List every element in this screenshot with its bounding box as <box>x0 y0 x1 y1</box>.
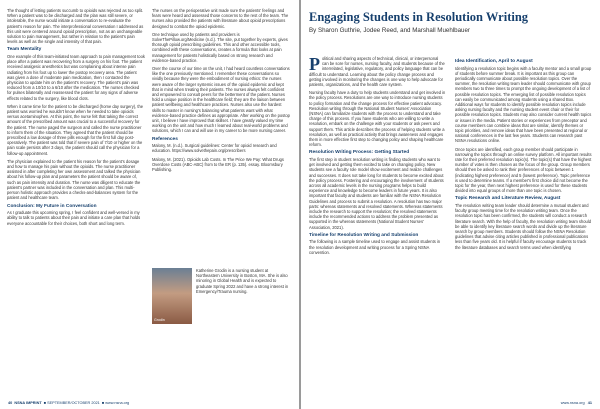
issue-date: SEPTEMBER/OCTOBER 2021 <box>47 401 100 405</box>
article-title: Engaging Students in Resolution Writing <box>309 10 529 24</box>
body-paragraph: Malony, M. (2021). Opioids Lab Costs. In The Price We Pay: What Drugs Overdose Costs (ABC-ABC) from to the ER (p. 135). essay. Bloomsbury Publishing. <box>152 156 284 173</box>
left-footer: 40 NSNA IMPRINT ■ SEPTEMBER/OCTOBER 2021 ■ www.nsna.org <box>8 401 130 405</box>
section-heading: References <box>152 136 178 142</box>
body-text: olitical and sharing aspects of technical, clinical, or interpersonal can be sore for nurses, nursing faculty, and students because of the interrelated, legislative, regulatory, and policy language that can be difficult to understand. Learning about the policy change process and getting involved in monitoring the changes is one way to help advocate for patients, organizations, and the health care system. <box>309 56 445 88</box>
body-paragraph: The nurses on the perioperative unit made sure the patients' feelings and fears were heard and assessed those concerns to the rest of the team. The nurses also provided the patients with literature about opioid prescriptions designed to combat the opioid epidemic. <box>152 8 289 29</box>
body-paragraph: The physician explained to the patient his reason for the patient's dosage and how to manage his pain without the opioids. The nurse practitioner assisted in after completing her own assessment and talked the physician about his follow-up plan and parameters the patient should be aware of, such as pain intensity and duration. The nurse was diligent to educate the patient's partner was included in the conversation and plan. This multi-person holistic approach provides a checks-and-balances system for the patient and healthcare team. <box>7 158 141 201</box>
body-paragraph: When it came time for the patient to be discharged (home day surgery), the patient was worried he wouldn't know when he needed to take opioids versus acetaminophen. At this point, the nurse felt that taking the correct amount of the prescribed amount was crucial to a successful recovery for the patient. The nurse paged the surgeon and called the nurse practitioner to inform them of the situation. They agreed that the patient should be prescribed a low dosage of three pills enough for the first full day post-operatively. The patient was told that if severe pain of 7/10 or higher on the pain scale persists after 3 days, the patient should call the physician for a follow-up appointment. <box>7 103 144 156</box>
body-paragraph: As I graduate this upcoming spring, I feel confident and well-versed in my ability to talk to patients about their pain and initiate a care plan that holds everyone accountable for their choices, both short and long term. <box>7 210 141 226</box>
author-photo <box>152 268 192 324</box>
left-column-1 <box>7 8 145 229</box>
section-heading: Team Mentality <box>7 47 42 53</box>
brand: NSNA IMPRINT <box>14 401 42 405</box>
body-paragraph: Identifying a resolution topic begins with a faculty mentor and a small group of students before summer break. It is important as this group can periodically communicate about possible resolution topics. Over the summer, the resolution writing team leader should communicate with group members two to three times to prompt the ongoing development of a list of possible resolution topics. The emerging list of possible resolution topics can easily be communicated among students using a shared Box. Additional ways for students to identify possible resolution topics include asking nursing faculty and the nursing student event chair or their for possible resolution topics. Students may also consider current health topics or issues in the media. Patient stories or experiences from preceptor and course members can combine ideas that are similar, identify themes or topic priorities, and remove ideas that have been presented at regional or national conferences in the last few years. Students can research past NSNA resolutions online. <box>455 65 592 144</box>
title-block <box>309 10 593 34</box>
author-bio <box>196 268 292 297</box>
photo-caption: Grodin <box>154 318 165 322</box>
section-heading: Idea Identification, April to August <box>455 59 533 64</box>
body-paragraph: The first step in student resolution writing is finding students who want to get involved and getting them excited to take on changing policy. New students see a faculty role model show excitement and realize challenges and successes. It does not take long for students to become excited about the policy process. Fostering and encouraging the involvement of students across all academic levels in the nursing programs helps to build experience and knowledge to become leaders in future years. It is also important that faculty and students are familiar with the NSNA Resolution Guidelines and process to submit a resolution. A resolution has two major parts: whereas statements and resolved statements. Whereas statements include the research to support the resolution; the resolved statements include the recommended actions to address the problem presented as supported in the whereas statements (National Student Nurses' Association, 2021). <box>309 157 444 230</box>
right-column-2 <box>455 56 592 253</box>
drop-cap: P <box>309 54 320 74</box>
author-bio-text: Katherine Grodin is a nursing student at Northeastern University in Boston, MA. She is also minoring in Global Health and is expected to graduate Spring 2022 and have a strong interest in Emergency/Trauma nursing. <box>196 268 289 294</box>
author-box <box>152 268 292 332</box>
section-heading: Conclusion: My Future in Conversation <box>7 203 97 209</box>
site-left: www.nsna.org <box>105 401 130 405</box>
section-heading: Resolution Writing Process: Getting Started <box>309 150 410 156</box>
left-column-2 <box>152 8 290 175</box>
body-paragraph <box>309 56 446 87</box>
body-paragraph: One example of this team-initiated team approach to pain management took place after a patient was recovering from a surgery on his foot. The patient received analgesic anesthetics but was complaining about intense pain radiating from his foot up to lower the postop recovery area. The patient was given a dose of moderate pain medication, then I contacted the physician to update him on the patient's recovery. The patient's pain was reduced from a 10/10 to a 6/10 after the medication. The nurses checked for pulses bilaterally and reassessed the patient for any signs of adverse effects related to the surgery, like blood clots. <box>7 54 145 101</box>
section-heading: Timeline for Resolution Writing and Submission <box>309 232 419 238</box>
page-number-left: 40 <box>8 401 13 405</box>
body-paragraph: Nursing faculty have a duty to help students understand and get involved in the policy process. Resolutions are one way to introduce nursing students to policy formation and the change process for effective patient advocacy. Resolution writing through the National Student Nurses' Association (NSNA) can familiarize students with the process to understand and take charge of this process. If you have students who are willing to write a resolution, embark on the challenge with your students or ask peers and support them. This article describes the process of helping students write a resolution, as well as practical activity that brings awareness and engages them in more effective first step to changing policy and shaping healthcare reform. <box>309 90 446 148</box>
body-paragraph: One technique used by patients and providers is SolveThePillow.org/Medicine (n.d.). The site, put together by experts, gives thorough opioid prescribing guidelines. This and other accessible tools, combined with these conversations, creates a formula that looks at pain management for patients holistically based on strong research and evidence-based practice. <box>152 31 288 63</box>
body-paragraph: The resolution writing team leader should determine a mutual student and faculty group meeting time for the resolution writing team. Once the resolution topic has been confirmed, the students will conduct a research literature search. With the help of faculty, the resolution writing team should be able to identify key literature search words and divide up the literature search by group members. Students should follow the NSNA Resolution guidelines that advise citing articles published in professional publications less than five years old. It is helpful if faculty encourage students to track the literature databases and search terms used when identifying <box>455 203 591 250</box>
left-page <box>0 0 299 409</box>
right-column-1 <box>309 56 446 258</box>
page-number-right: 41 <box>587 401 592 405</box>
body-paragraph: Once topics are identified, each group member should participate in narrowing the topics through an online survey platform. All important results rate for their preferred resolution topic(s). The topic(s) that have the highest number of votes is then chosen as the focus of the group. Group members should then be asked to rank their preferences of topic between 1 (indicating highest preference) and 5 (lowest preference). Topic preference is used to determine teams. If a member's first choice did not become the topic for the year, then next highest preference is used for these students divided into equal groups of more than one topic is chosen. <box>455 146 592 194</box>
body-paragraph: Malony, M. (n.d.). Surgical guidelines: Center for opioid research and education. https://www.solvethepain.org/prescribers <box>152 143 277 154</box>
body-paragraph: The thought of letting patients succumb to opioids was rejected as too split. When a patient was to be discharged and the plan was still severe, or intolerable, the nurse would initiate a conversation to re-evaluate the patient's reason for pain. The interprofessional conversation I addressed as this unit were centered around opioid prescription, not as an unchangeable solution to pain management, but rather in relation to the patient's pain levels as well as the single and intensity of that pain. <box>7 8 144 45</box>
right-page <box>301 0 600 409</box>
section-heading: Topic Research and Literature Review, August <box>455 196 561 202</box>
body-paragraph: The following is a sample timeline used to engage and assist students in the resolution development and writing process for a Spring NSNA convention. <box>309 239 441 255</box>
byline: By Sharon Guthrie, Jodee Reed, and Marshall Muehlbauer <box>309 27 470 34</box>
site-right: www.nsna.org <box>560 401 585 405</box>
right-footer <box>561 401 592 405</box>
body-paragraph: Over the course of our time on the unit, I had heard countless conversations like the one previously mentioned. I remember these conversations so vividly because they were the embodiment of nursing ethics: the nurses were aware of the larger systemic issues of the opioid epidemic and kept that in mind when treating their patients. The nurses always felt confident and empowered to consult peers for the betterment of the patient. Nurses hold a unique position in the healthcare field; they are the liaison between patient wellbeing and healthcare practices. Nurses also use the hardest skills to master in nursing's balancing what patients want with what evidence-based practice defines as appropriate. After working on the postop unit, I believe I have improved that skillset. I have greatly valued my time working on the unit and how much I learned about real-world problems and solutions, which I can and will use in my career to be more nursing career. <box>152 66 290 134</box>
